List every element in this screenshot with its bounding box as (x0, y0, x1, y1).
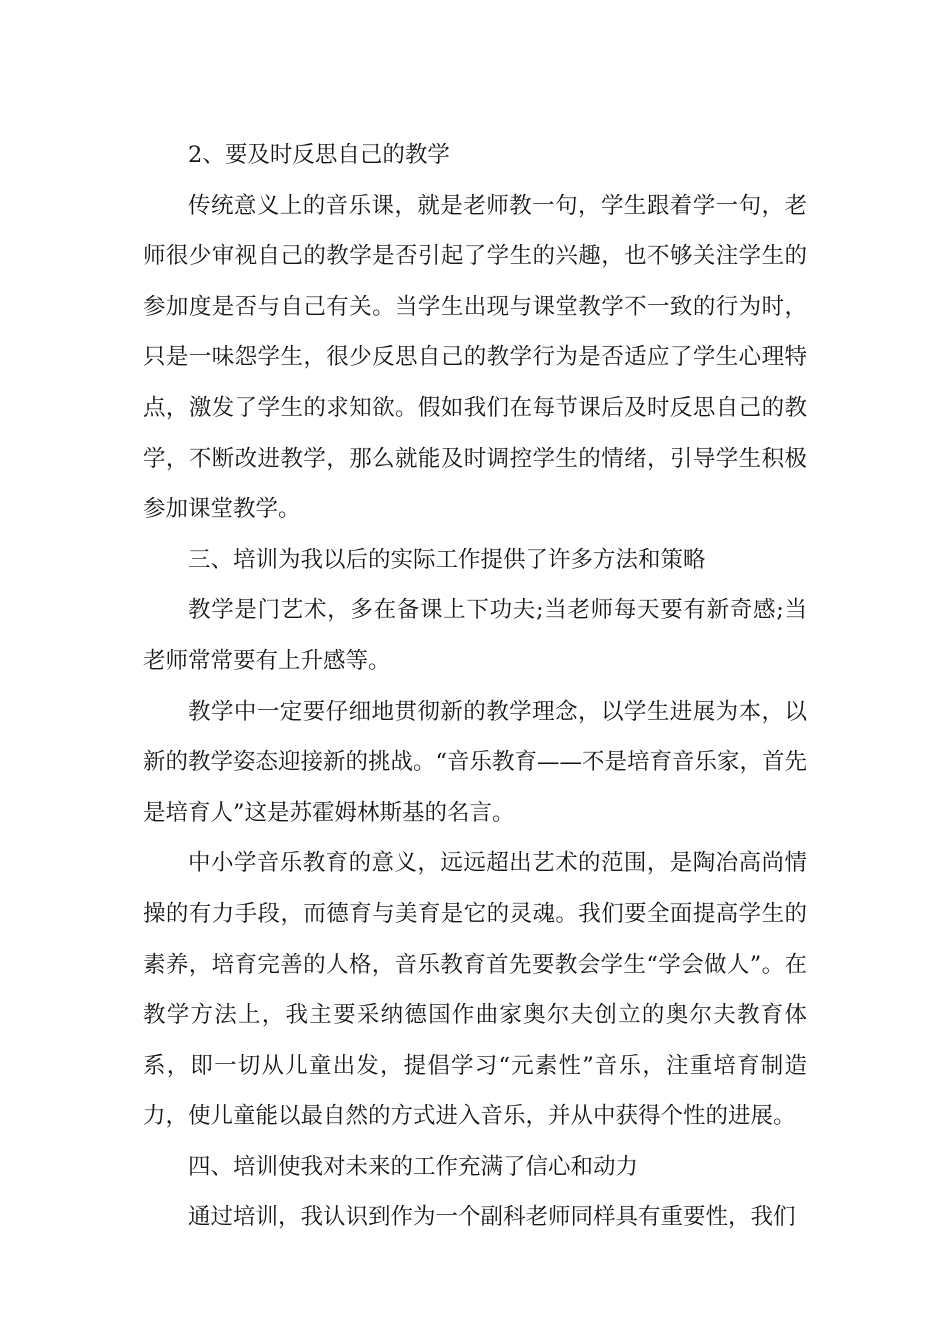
paragraph-through-training: 通过培训，我认识到作为一个副科老师同样具有重要性，我们 (188, 1204, 796, 1231)
paragraph-music-education-meaning: 中小学音乐教育的意义，远远超出艺术的范围，是陶冶高尚情操的有力手段，而德育与美育是它的灵魂。我们要全面提高学生的素养，培育完善的人格，音乐教育首先要教会学生“学会做人”。在教学方法上，我主要采纳德国作曲家奥尔夫创立的奥尔夫教育体系，即一切从儿童出发，提倡学习“元素性”音乐，注重培育制造力，使儿童能以最自然的方式进入音乐，并从中获得个性的进展。 (143, 850, 807, 1130)
paragraph-teaching-art: 教学是门艺术，多在备课上下功夫;当老师每天要有新奇感;当老师常常要有上升感等。 (143, 597, 807, 674)
section-heading-training-methods: 三、培训为我以后的实际工作提供了许多方法和策略 (188, 546, 706, 573)
section-heading-confidence: 四、培训使我对未来的工作充满了信心和动力 (188, 1153, 639, 1180)
paragraph-new-teaching-concept: 教学中一定要仔细地贯彻新的教学理念，以学生进展为本，以新的教学姿态迎接新的挑战。“音乐教育——不是培育音乐家，首先是培育人”这是苏霍姆林斯基的名言。 (143, 698, 808, 826)
document-body (143, 130, 807, 1243)
section-heading-reflect: 2、要及时反思自己的教学 (188, 142, 450, 168)
paragraph-traditional-music-class: 传统意义上的音乐课，就是老师教一句，学生跟着学一句，老师很少审视自己的教学是否引起了学生的兴趣，也不够关注学生的参加度是否与自己有关。当学生出现与课堂教学不一致的行为时，只是一味怨学生，很少反思自己的教学行为是否适应了学生心理特点，激发了学生的求知欲。假如我们在每节课后及时反思自己的教学，不断改进教学，那么就能及时调控学生的情绪，引导学生积极参加课堂教学。 (143, 192, 807, 523)
